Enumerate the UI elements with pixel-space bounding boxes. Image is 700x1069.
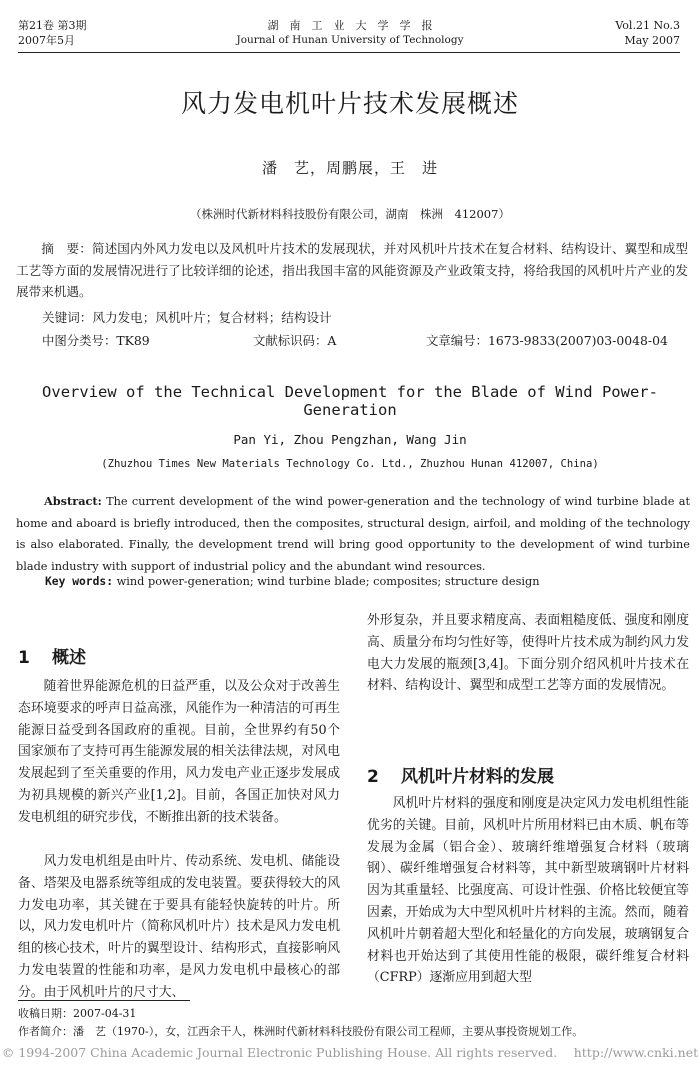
- section-1-paragraph-3: 外形复杂，并且要求精度高、表面粗糙度低、强度和刚度高、质量分布均匀性好等，使得叶片技术成为制约风力发电大力发展的瓶颈[3,4]。下面分别介绍风机叶片技术在材料、结构设计、翼型和成型工艺等方面的发展情况。: [367, 613, 689, 694]
- author-bio: 作者简介：潘 艺（1970-），女，江西余干人，株洲时代新材料科技股份有限公司工程师，主要从事投资规划工作。: [18, 1025, 584, 1038]
- header-vol-en: Vol.21 No.3 May 2007: [615, 19, 680, 47]
- english-abstract-text: The current development of the wind power-generation and the technology of wind turbine blade at home and aboard is briefly introduced, then the composites, structural design, airfoil, and molding of the technology is also elaborated. Finally, the development trend will bring good opportunity to the development of wind turbine blade industry with support of industrial policy and the abundant wind resources.: [16, 495, 690, 573]
- section-1-heading: [18, 643, 86, 668]
- english-authors: Pan Yi, Zhou Pengzhan, Wang Jin: [233, 432, 467, 447]
- section-1-paragraph-1: 随着世界能源危机的日益严重，以及公众对于改善生态环境要求的呼声日益高涨，风能作为一种清洁的可再生能源日益受到各国政府的重视。目前，全世界约有50个国家颁布了支持可再生能源发展的相关法律法规，对风电发展起到了至关重要的作用，风力发电产业正逐步发展成为初具规模的新兴产业[1,2]。目前，各国正加快对风力发电机组的研究步伐，不断推出新的技术装备。: [18, 679, 340, 825]
- english-keywords-text: wind power-generation; wind turbine blade; composites; structure design: [116, 575, 540, 588]
- header-journal: 湖 南 工 业 大 学 学 报 Journal of Hunan University of Technology: [236, 19, 464, 46]
- section-1-paragraph-2: 风力发电机组是由叶片、传动系统、发电机、储能设备、塔架及电器系统等组成的发电装置。要获得较大的风力发电功率，其关键在于要具有能轻快旋转的叶片。所以，风力发电机叶片（简称风机叶片）技术是风力发电机组的核心技术，叶片的翼型设计、结构形式，直接影响风力发电装置的性能和功率，是风力发电机中最核心的部分。由于风机叶片的尺寸大、: [18, 854, 340, 1000]
- english-keywords: [45, 575, 540, 588]
- section-1-number: 1: [18, 648, 30, 668]
- affiliation: （株洲时代新材料科技股份有限公司，湖南 株洲 412007）: [190, 207, 510, 221]
- document-code: 文献标识码：A: [253, 333, 337, 348]
- authors: 潘 艺，周鹏展，王 进: [261, 159, 438, 177]
- footnote-rule: [18, 1000, 190, 1001]
- english-title: Overview of the Technical Development for the Blade of Wind Power-Generation: [42, 383, 658, 419]
- english-affiliation: (Zhuzhou Times New Materials Technology Co. Ltd., Zhuzhou Hunan 412007, China): [101, 458, 599, 470]
- section-2-number: 2: [367, 767, 379, 787]
- section-1-title: 概述: [52, 648, 86, 668]
- header-volume: 第21卷 第3期 2007年5月: [18, 19, 87, 47]
- section-2-paragraph-1: 风机叶片材料的强度和刚度是决定风力发电机组性能优劣的关键。目前，风机叶片所用材料已由木质、帆布等发展为金属（铝合金）、玻璃纤维增强复合材料（玻璃钢）、碳纤维增强复合材料等，其中新型玻璃钢叶片材料因为其重量轻、比强度高、可设计性强、价格比较便宜等因素，开始成为大中型风机叶片材料的主流。然而，随着风机叶片朝着超大型化和轻量化的方向发展，玻璃钢复合材料也开始达到了其使用性能的极限，碳纤维复合材料（CFRP）逐渐应用到超大型: [367, 796, 689, 986]
- header-rule: [18, 52, 680, 53]
- paper-title: 风力发电机叶片技术发展概述: [180, 89, 519, 118]
- copyright-footer: © 1994-2007 China Academic Journal Electronic Publishing House. All rights reserved. http://www.cnki.net: [1, 1045, 699, 1060]
- abstract-cn: 摘 要：简述国内外风力发电以及风机叶片技术的发展现状，并对风机叶片技术在复合材料、结构设计、翼型和成型工艺等方面的发展情况进行了比较详细的论述，指出我国丰富的风能资源及产业政策支持，将给我国的风机叶片产业的发展带来机遇。: [16, 241, 688, 299]
- article-number: 文章编号：1673-9833(2007)03-0048-04: [426, 333, 668, 348]
- english-abstract: [16, 491, 690, 577]
- section-2-heading: [367, 762, 554, 787]
- classification-number: 中图分类号：TK89: [42, 333, 150, 348]
- received-date: 收稿日期：2007-04-31: [18, 1007, 137, 1020]
- section-2-title: 风机叶片材料的发展: [401, 767, 554, 787]
- keywords-cn: 关键词：风力发电；风机叶片；复合材料；结构设计: [42, 310, 332, 325]
- english-keywords-label: Key words:: [45, 575, 114, 588]
- english-abstract-label: Abstract:: [44, 494, 102, 508]
